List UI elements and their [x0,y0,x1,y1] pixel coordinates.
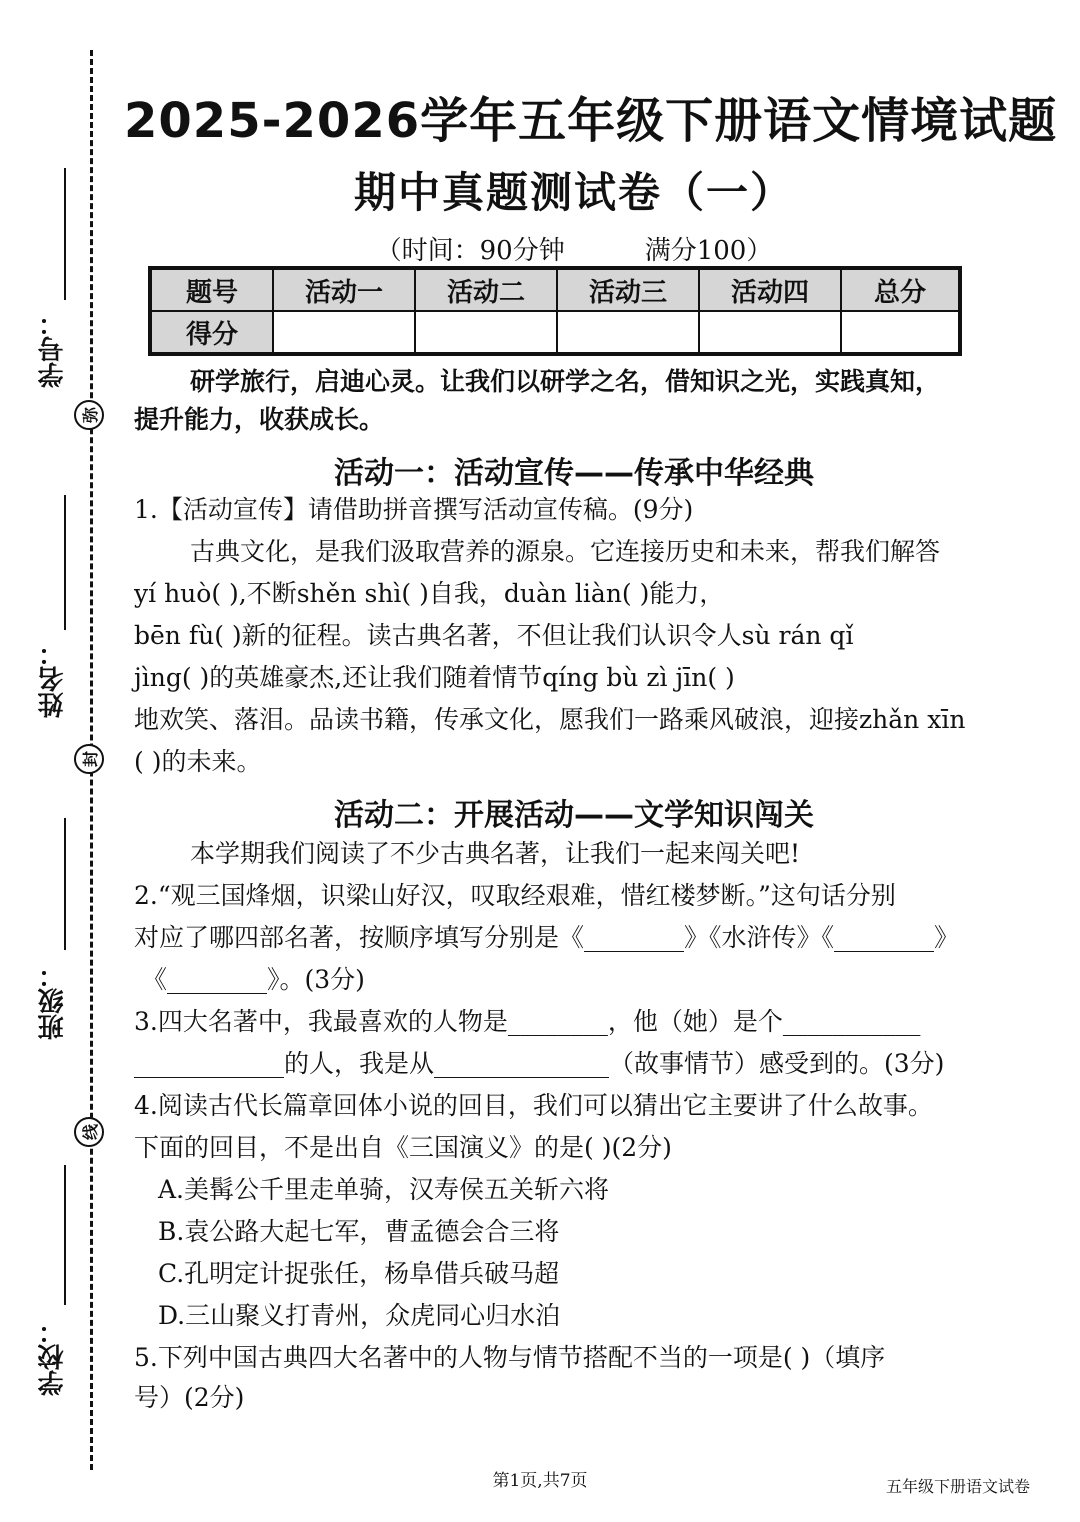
school-label: 学校： [38,1318,68,1396]
activity1-title: 活动一：活动宣传——传承中华经典 [334,456,814,491]
binding-margin [0,0,110,1522]
option-a: A.美髯公千里走单骑，汉寿侯五关斩六将 [158,1175,610,1204]
score-cell-total[interactable] [841,311,960,354]
score-table-header-cell: 活动三 [557,268,699,311]
score-table-header-cell: 活动一 [273,268,415,311]
exam-title: 2025-2026学年五年级下册语文情境试题 [124,93,1058,149]
activity1-text-line: ( )的未来。 [134,747,262,776]
question-2-line: 对应了哪四部名著，按顺序填写分别是《________》《水浒传》《________》 [134,923,960,952]
question-4-line: 下面的回目，不是出自《三国演义》的是( )(2分) [134,1133,672,1162]
footer-doc-name: 五年级下册语文试卷 [885,1477,1030,1496]
score-cell-activity4[interactable] [699,311,841,354]
activity1-text-line: bēn fù( )新的征程。读古典名著，不但让我们认识令人sù rán qǐ [134,621,854,650]
activity1-text-line: jìng( )的英雄豪杰,还让我们随着情节qíng bù zì jīn( ) [134,663,735,692]
option-c: C.孔明定计捉张任，杨阜借兵破马超 [158,1259,560,1288]
name-underline [64,495,66,630]
question-2-line: 《________》。(3分) [142,965,365,994]
option-d: D.三山聚义打青州，众虎同心归水泊 [158,1301,561,1330]
score-cell-activity3[interactable] [557,311,699,354]
student-id-label: 学号： [38,310,68,388]
score-table-header-cell: 题号 [150,268,273,311]
seal-mi: 弥 [74,400,104,430]
intro-line: 提升能力，收获成长。 [134,405,385,434]
score-table [148,266,962,356]
question-3-line: ____________的人，我是从______________（故事情节）感受到的。(3分) [134,1049,945,1078]
question-3-line: 3.四大名著中，我最喜欢的人物是________，他（她）是个___________ [134,1007,921,1036]
score-table-header-cell: 活动二 [415,268,557,311]
class-underline [64,818,66,950]
activity2-title: 活动二：开展活动——文学知识闯关 [334,798,814,833]
question-4-line: 4.阅读古代长篇章回体小说的回目，我们可以猜出它主要讲了什么故事。 [134,1091,933,1120]
score-table-score-row [150,311,960,354]
page-number: 第1页,共7页 [492,1471,588,1491]
exam-subtitle: 期中真题测试卷（一） [353,168,794,217]
score-table-header-cell: 总分 [841,268,960,311]
class-label: 班级： [38,962,68,1040]
score-cell-activity1[interactable] [273,311,415,354]
score-cell-activity2[interactable] [415,311,557,354]
question-1: 1.【活动宣传】请借助拼音撰写活动宣传稿。(9分) [134,495,694,524]
exam-info [134,230,1014,267]
activity2-intro: 本学期我们阅读了不少古典名著，让我们一起来闯关吧! [190,839,801,868]
activity1-text-line: yí huò( ),不断shěn shì( )自我，duàn liàn( )能力， [134,579,725,608]
activity1-text-line: 地欢笑、落泪。品读书籍，传承文化，愿我们一路乘风破浪，迎接zhǎn xīn [134,705,966,734]
question-5-line: 5.下列中国古典四大名著中的人物与情节搭配不当的一项是( )（填序 [134,1343,886,1372]
name-label: 姓名： [38,640,68,718]
score-table-header-cell: 活动四 [699,268,841,311]
full-score: 满分100） [644,236,773,266]
seal-xian: 线 [74,1117,104,1147]
score-row-label: 得分 [150,311,273,354]
activity1-text-line: 古典文化，是我们汲取营养的源泉。它连接历史和未来，帮我们解答 [190,537,941,566]
intro-line: 研学旅行，启迪心灵。让我们以研学之名，借知识之光，实践真知， [190,367,941,396]
question-2-line: 2.“观三国烽烟，识梁山好汉，叹取经艰难，惜红楼梦断。”这句话分别 [134,881,896,910]
student-id-underline [64,168,66,300]
score-table-header-row [150,268,960,311]
school-underline [64,1165,66,1305]
time-limit: （时间：90分钟 [375,236,565,266]
seal-feng: 封 [74,744,104,774]
option-b: B.袁公路大起七军，曹孟德会合三将 [158,1217,560,1246]
question-5-line: 号）(2分) [134,1383,245,1412]
